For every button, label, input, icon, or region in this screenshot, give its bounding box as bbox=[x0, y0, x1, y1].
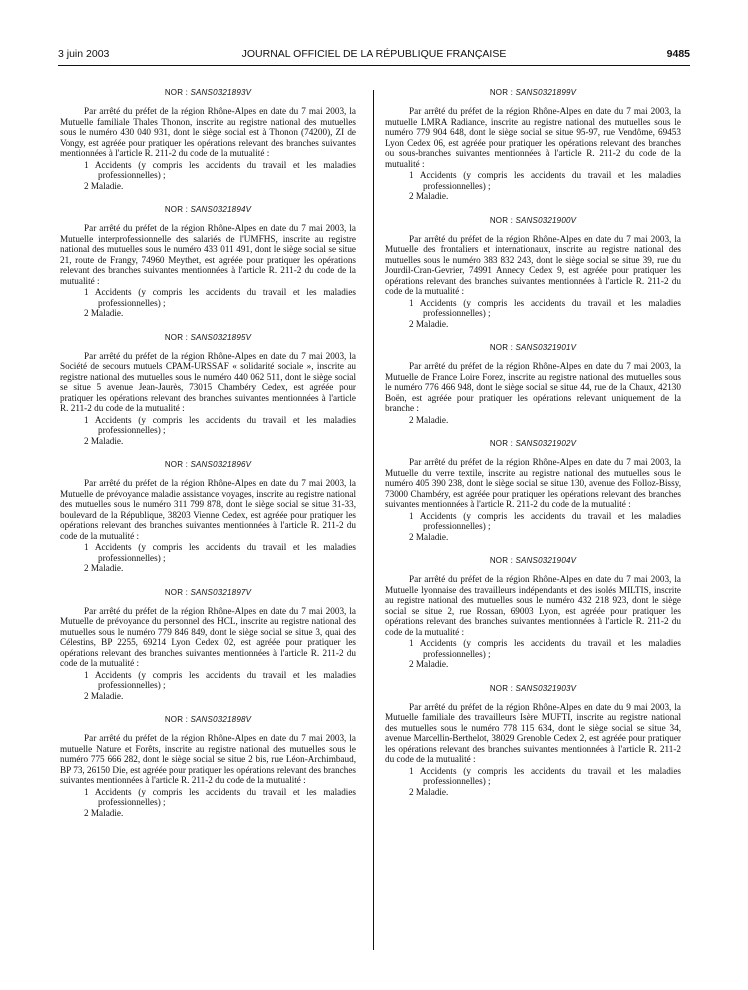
notice-text: Par arrêté du préfet de la région Rhône-Alpes en date du 7 mai 2003, la Mutuelle de prévoyance du personnel des HCL, inscrite au registre national des mutuelles sous le numéro 779 846 849, dont le siège social se situe 3, quai des Célestins, BP 2255, 69214 Lyon Cedex 02, est agréée pour pratiquer les opérations relevant des branches suivantes mentionnées à l'article R. 211-2 du code de la mutualité : bbox=[60, 605, 356, 668]
branch-item: 2 Maladie. bbox=[409, 318, 449, 329]
nor-code: SANS0321901V bbox=[515, 343, 577, 352]
branch-list bbox=[385, 298, 681, 330]
nor-code: SANS0321902V bbox=[515, 439, 577, 448]
notice-block bbox=[60, 715, 356, 818]
publication-date: 3 juin 2003 bbox=[58, 48, 110, 60]
page-header bbox=[58, 48, 690, 64]
column-divider bbox=[373, 90, 374, 950]
branch-item: 2 Maladie. bbox=[84, 180, 124, 191]
branch-list bbox=[60, 542, 356, 574]
nor-label: NOR : bbox=[489, 683, 516, 693]
branch-item: 2 Maladie. bbox=[409, 659, 449, 669]
nor-code: SANS0321893V bbox=[190, 88, 252, 97]
left-column bbox=[60, 88, 356, 832]
notice-text: Par arrêté du préfet de la région Rhône-Alpes en date du 7 mai 2003, la Mutuelle des frontaliers et internationaux, inscrite au registre national des mutuelles sous le numéro 383 832 243, dont le siège social se situe 39, rue du Jourdil-Cran-Gevrier, 74991 Annecy Cedex 9, est agréée pour pratiquer les opérations relevant des branches suivantes mentionnées à l'article R. 211-2 du code de la mutualité : bbox=[385, 233, 681, 296]
branch-item: 2 Maladie. bbox=[409, 191, 449, 201]
notice-block bbox=[60, 205, 356, 319]
page-number: 9485 bbox=[666, 48, 690, 60]
notice-text: Par arrêté du préfet de la région Rhône-Alpes en date du 7 mai 2003, la Mutuelle interprofessionnelle des salariés de l'UMFHS, inscrite au registre national des mutuelles sous le numéro 433 011 491, dont le siège social se situe 21, route de Frangy, 74960 Meythet, est agréée pour pratiquer les opérations relevant des branches suivantes mentionnées à l'article R. 211-2 du code de la mutualité : bbox=[60, 223, 356, 286]
nor-code: SANS0321896V bbox=[190, 460, 252, 469]
branch-item: 1 Accidents (y compris les accidents du travail et les maladies professionnelles) ; bbox=[84, 159, 356, 180]
nor-label: NOR : bbox=[164, 88, 191, 97]
branch-item: 1 Accidents (y compris les accidents du travail et les maladies professionnelles) ; bbox=[409, 297, 681, 318]
nor-code: SANS0321894V bbox=[190, 205, 252, 214]
notice-text: Par arrêté du préfet de la région Rhône-Alpes en date du 7 mai 2003, la Société de secours mutuels CPAM-URSSAF « solidarité sociale », inscrite au registre national des mutuelles sous le numéro 440 062 511, dont le siège social se situe 5 avenue Jean-Jaurès, 73015 Chambéry Cedex, est agréée pour pratiquer les opérations relevant des branches suivantes mentionnées à l'article R. 211-2 du code de la mutualité : bbox=[60, 350, 356, 413]
nor-code: SANS0321899V bbox=[515, 88, 577, 97]
nor-label: NOR : bbox=[489, 215, 516, 225]
notice-text: Par arrêté du préfet de la région Rhône-Alpes en date du 7 mai 2003, la Mutuelle lyonnaise des travailleurs indépendants et des isolés MILTIS, inscrite au registre national des mutuelles sous le numéro 432 218 923, dont le siège social se situe 2, rue Rossan, 69003 Lyon, est agréée pour pratiquer les opérations relevant des branches suivantes mentionnées à l'article R. 211-2 du code de la mutualité : bbox=[385, 574, 681, 637]
nor-reference bbox=[60, 205, 356, 214]
nor-code: SANS0321897V bbox=[190, 587, 252, 597]
branch-list bbox=[60, 415, 356, 447]
nor-label: NOR : bbox=[164, 460, 191, 469]
branch-item: 1 Accidents (y compris les accidents du travail et les maladies professionnelles) ; bbox=[409, 170, 681, 191]
branch-item: 1 Accidents (y compris les accidents du travail et les maladies professionnelles) ; bbox=[84, 786, 356, 807]
branch-item: 2 Maladie. bbox=[409, 786, 449, 797]
branch-list bbox=[60, 160, 356, 192]
nor-label: NOR : bbox=[489, 343, 516, 352]
nor-label: NOR : bbox=[489, 439, 516, 448]
nor-reference bbox=[385, 216, 681, 225]
nor-reference bbox=[385, 684, 681, 693]
branch-item: 1 Accidents (y compris les accidents du travail et les maladies professionnelles) ; bbox=[409, 638, 681, 659]
nor-reference bbox=[385, 88, 681, 97]
nor-code: SANS0321900V bbox=[515, 215, 577, 225]
notice-block bbox=[60, 333, 356, 447]
nor-reference bbox=[60, 588, 356, 597]
notice-block bbox=[60, 460, 356, 574]
right-column bbox=[385, 88, 681, 811]
notice-block bbox=[385, 88, 681, 202]
nor-code: SANS0321904V bbox=[515, 556, 577, 565]
nor-label: NOR : bbox=[489, 88, 516, 97]
branch-list bbox=[60, 670, 356, 702]
notice-text: Par arrêté du préfet de la région Rhône-Alpes en date du 7 mai 2003, la Mutuelle de prévoyance maladie assistance voyages, inscrite au registre national des mutuelles sous le numéro 311 799 878, dont le siège social se situe 31-33, boulevard de la République, 38203 Vienne Cedex, est agréée pour pratiquer les opérations relevant des branches suivantes mentionnées à l'article R. 211-2 du code de la mutualité : bbox=[60, 478, 356, 541]
branch-item: 2 Maladie. bbox=[84, 690, 124, 701]
notice-text: Par arrêté du préfet de la région Rhône-Alpes en date du 7 mai 2003, la mutuelle LMRA Radiance, inscrite au registre national des mutuelles sous le numéro 779 904 648, dont le siège social se situe 95-97, rue Vendôme, 69453 Lyon Cedex 06, est agréée pour pratiquer les opérations relevant des branches ou sous-branches suivantes mentionnées à l'article R. 211-2 du code de la mutualité : bbox=[385, 106, 681, 169]
notice-block bbox=[385, 439, 681, 542]
notice-text: Par arrêté du préfet de la région Rhône-Alpes en date du 7 mai 2003, la Mutuelle du verre textile, inscrite au registre national des mutuelles sous le numéro 405 390 238, dont le siège social se situe 130, avenue des Folloz-Bissy, 73000 Chambéry, est agréée pour pratiquer les opérations relevant des branches suivantes mentionnées à l'article R. 211-2 du code de la mutualité : bbox=[385, 457, 681, 509]
branch-list bbox=[385, 766, 681, 798]
notice-block bbox=[385, 556, 681, 670]
nor-reference bbox=[60, 460, 356, 469]
nor-code: SANS0321898V bbox=[190, 715, 252, 724]
nor-label: NOR : bbox=[164, 587, 191, 597]
branch-item: 1 Accidents (y compris les accidents du travail et les maladies professionnelles) ; bbox=[84, 669, 356, 690]
journal-title: JOURNAL OFFICIEL DE LA RÉPUBLIQUE FRANÇAISE bbox=[241, 48, 507, 60]
branch-list bbox=[385, 511, 681, 543]
nor-reference bbox=[385, 439, 681, 448]
branch-item: 1 Accidents (y compris les accidents du travail et les maladies professionnelles) ; bbox=[409, 510, 681, 531]
notice-block bbox=[385, 684, 681, 798]
nor-label: NOR : bbox=[164, 332, 191, 342]
notice-block bbox=[60, 588, 356, 702]
branch-list bbox=[60, 287, 356, 319]
branch-list bbox=[385, 170, 681, 202]
nor-label: NOR : bbox=[164, 715, 191, 724]
branch-item: 1 Accidents (y compris les accidents du travail et les maladies professionnelles) ; bbox=[84, 542, 356, 563]
nor-code: SANS0321903V bbox=[515, 683, 577, 693]
nor-label: NOR : bbox=[164, 205, 191, 214]
branch-item: 2 Maladie. bbox=[84, 563, 124, 573]
nor-reference bbox=[60, 333, 356, 342]
nor-reference bbox=[60, 715, 356, 724]
branch-item: 1 Accidents (y compris les accidents du travail et les maladies professionnelles) ; bbox=[84, 287, 356, 308]
branch-list bbox=[385, 415, 681, 426]
branch-list bbox=[385, 638, 681, 670]
branch-item: 2 Maladie. bbox=[84, 807, 124, 818]
branch-item: 2 Maladie. bbox=[409, 531, 449, 542]
nor-reference bbox=[385, 343, 681, 352]
branch-item: 2 Maladie. bbox=[84, 435, 124, 446]
notice-text: Par arrêté du préfet de la région Rhône-Alpes en date du 9 mai 2003, la Mutuelle familiale des travailleurs Isère MUFTI, inscrite au registre national des mutuelles sous le numéro 778 115 634, dont le siège social se situe 34, avenue Marcellin-Berthelot, 38029 Grenoble Cedex 2, est agréée pour pratiquer les opérations relevant des branches suivantes mentionnées à l'article R. 211-2 du code de la mutualité : bbox=[385, 701, 681, 764]
notice-text: Par arrêté du préfet de la région Rhône-Alpes en date du 7 mai 2003, la Mutuelle familiale Thales Thonon, inscrite au registre national des mutuelles sous le numéro 430 040 931, dont le siège social est à Thonon (74200), ZI de Vongy, est agréée pour pratiquer les opérations relevant des branches suivantes mentionnées à l'article R. 211-2 du code de la mutualité : bbox=[60, 106, 356, 158]
notice-text: Par arrêté du préfet de la région Rhône-Alpes en date du 7 mai 2003, la mutuelle Nature et Forêts, inscrite au registre national des mutuelles sous le numéro 775 666 282, dont le siège social se situe 2 bis, rue Léon-Archimbaud, BP 73, 26150 Die, est agréée pour pratiquer les opérations relevant des branches suivantes mentionnées à l'article R. 211-2 du code de la mutualité : bbox=[60, 733, 356, 785]
branch-item: 1 Accidents (y compris les accidents du travail et les maladies professionnelles) ; bbox=[84, 414, 356, 435]
nor-reference bbox=[60, 88, 356, 97]
branch-item: 2 Maladie. bbox=[84, 308, 124, 318]
branch-item: 1 Accidents (y compris les accidents du travail et les maladies professionnelles) ; bbox=[409, 765, 681, 786]
notice-block bbox=[60, 88, 356, 191]
notice-block bbox=[385, 343, 681, 425]
branch-item: 2 Maladie. bbox=[409, 414, 449, 425]
notice-text: Par arrêté du préfet de la région Rhône-Alpes en date du 7 mai 2003, la Mutuelle de France Loire Forez, inscrite au registre national des mutuelles sous le numéro 776 466 948, dont le siège social se situe 44, rue de la Chaux, 42130 Boën, est agréée pour pratiquer les opérations relevant uniquement de la branche : bbox=[385, 361, 681, 413]
nor-label: NOR : bbox=[489, 556, 516, 565]
branch-list bbox=[60, 787, 356, 819]
nor-reference bbox=[385, 556, 681, 565]
header-rule bbox=[58, 65, 690, 66]
notice-block bbox=[385, 216, 681, 330]
nor-code: SANS0321895V bbox=[190, 332, 252, 342]
